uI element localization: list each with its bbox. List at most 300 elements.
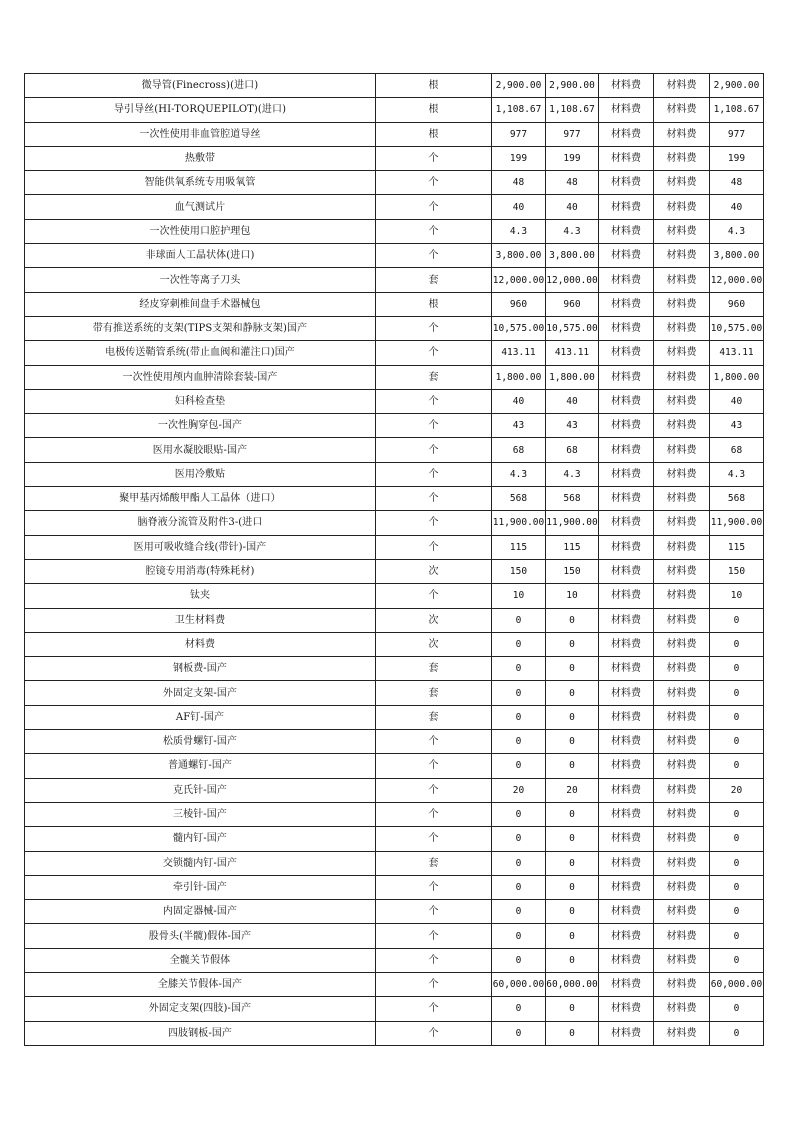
table-row bbox=[25, 997, 764, 1021]
final-price-cell: 11,900.00 bbox=[710, 511, 764, 535]
final-price-cell: 0 bbox=[710, 608, 764, 632]
category2-cell: 材料费 bbox=[654, 730, 710, 754]
category2-cell: 材料费 bbox=[654, 657, 710, 681]
price2-cell: 0 bbox=[546, 1021, 599, 1045]
item-name-cell: 全髋关节假体 bbox=[25, 948, 376, 972]
unit-cell: 套 bbox=[376, 681, 492, 705]
final-price-cell: 568 bbox=[710, 487, 764, 511]
item-name-cell: 电极传送鞘管系统(带止血阀和灌注口)国产 bbox=[25, 341, 376, 365]
table-row bbox=[25, 487, 764, 511]
unit-cell: 个 bbox=[376, 341, 492, 365]
unit-cell: 个 bbox=[376, 900, 492, 924]
price-cell: 115 bbox=[492, 535, 546, 559]
final-price-cell: 0 bbox=[710, 681, 764, 705]
category-cell: 材料费 bbox=[599, 414, 654, 438]
price2-cell: 1,108.67 bbox=[546, 98, 599, 122]
price2-cell: 199 bbox=[546, 146, 599, 170]
item-name-cell: 四肢钢板-国产 bbox=[25, 1021, 376, 1045]
table-row bbox=[25, 802, 764, 826]
final-price-cell: 1,800.00 bbox=[710, 365, 764, 389]
price2-cell: 43 bbox=[546, 414, 599, 438]
category-cell: 材料费 bbox=[599, 657, 654, 681]
final-price-cell: 977 bbox=[710, 122, 764, 146]
price-cell: 0 bbox=[492, 632, 546, 656]
unit-cell: 个 bbox=[376, 535, 492, 559]
price-cell: 12,000.00 bbox=[492, 268, 546, 292]
final-price-cell: 20 bbox=[710, 778, 764, 802]
category2-cell: 材料费 bbox=[654, 778, 710, 802]
category-cell: 材料费 bbox=[599, 98, 654, 122]
table-row bbox=[25, 365, 764, 389]
table-row bbox=[25, 754, 764, 778]
table-row bbox=[25, 511, 764, 535]
price2-cell: 60,000.00 bbox=[546, 972, 599, 996]
final-price-cell: 0 bbox=[710, 705, 764, 729]
item-name-cell: 卫生材料费 bbox=[25, 608, 376, 632]
table-row bbox=[25, 948, 764, 972]
price2-cell: 10 bbox=[546, 584, 599, 608]
category-cell: 材料费 bbox=[599, 389, 654, 413]
unit-cell: 个 bbox=[376, 802, 492, 826]
category2-cell: 材料费 bbox=[654, 462, 710, 486]
category-cell: 材料费 bbox=[599, 122, 654, 146]
price-cell: 0 bbox=[492, 997, 546, 1021]
price2-cell: 0 bbox=[546, 827, 599, 851]
category-cell: 材料费 bbox=[599, 462, 654, 486]
category-cell: 材料费 bbox=[599, 924, 654, 948]
final-price-cell: 68 bbox=[710, 438, 764, 462]
category-cell: 材料费 bbox=[599, 900, 654, 924]
category2-cell: 材料费 bbox=[654, 948, 710, 972]
price2-cell: 977 bbox=[546, 122, 599, 146]
unit-cell: 根 bbox=[376, 122, 492, 146]
price-cell: 0 bbox=[492, 851, 546, 875]
table-row bbox=[25, 900, 764, 924]
unit-cell: 个 bbox=[376, 389, 492, 413]
category-cell: 材料费 bbox=[599, 438, 654, 462]
final-price-cell: 4.3 bbox=[710, 462, 764, 486]
final-price-cell: 0 bbox=[710, 948, 764, 972]
table-row bbox=[25, 875, 764, 899]
category-cell: 材料费 bbox=[599, 244, 654, 268]
category-cell: 材料费 bbox=[599, 608, 654, 632]
price-cell: 568 bbox=[492, 487, 546, 511]
price2-cell: 4.3 bbox=[546, 462, 599, 486]
unit-cell: 个 bbox=[376, 511, 492, 535]
category2-cell: 材料费 bbox=[654, 365, 710, 389]
table-row bbox=[25, 146, 764, 170]
unit-cell: 个 bbox=[376, 462, 492, 486]
unit-cell: 个 bbox=[376, 948, 492, 972]
category2-cell: 材料费 bbox=[654, 438, 710, 462]
item-name-cell: 一次性使用颅内血肿清除套装-国产 bbox=[25, 365, 376, 389]
table-row bbox=[25, 632, 764, 656]
table-row bbox=[25, 316, 764, 340]
final-price-cell: 10 bbox=[710, 584, 764, 608]
table-row bbox=[25, 535, 764, 559]
unit-cell: 套 bbox=[376, 268, 492, 292]
price-cell: 10,575.00 bbox=[492, 316, 546, 340]
price2-cell: 413.11 bbox=[546, 341, 599, 365]
price-cell: 0 bbox=[492, 875, 546, 899]
category2-cell: 材料费 bbox=[654, 608, 710, 632]
category-cell: 材料费 bbox=[599, 730, 654, 754]
item-name-cell: 材料费 bbox=[25, 632, 376, 656]
item-name-cell: 一次性胸穿包-国产 bbox=[25, 414, 376, 438]
price2-cell: 0 bbox=[546, 730, 599, 754]
table-row bbox=[25, 122, 764, 146]
table-row bbox=[25, 414, 764, 438]
price-cell: 40 bbox=[492, 389, 546, 413]
price2-cell: 0 bbox=[546, 632, 599, 656]
category-cell: 材料费 bbox=[599, 74, 654, 98]
table-row bbox=[25, 438, 764, 462]
price-cell: 1,108.67 bbox=[492, 98, 546, 122]
category-cell: 材料费 bbox=[599, 681, 654, 705]
table-row bbox=[25, 559, 764, 583]
price-cell: 199 bbox=[492, 146, 546, 170]
category2-cell: 材料费 bbox=[654, 997, 710, 1021]
category-cell: 材料费 bbox=[599, 778, 654, 802]
category2-cell: 材料费 bbox=[654, 511, 710, 535]
unit-cell: 个 bbox=[376, 875, 492, 899]
final-price-cell: 199 bbox=[710, 146, 764, 170]
item-name-cell: 交锁髓内钉-国产 bbox=[25, 851, 376, 875]
unit-cell: 套 bbox=[376, 851, 492, 875]
unit-cell: 个 bbox=[376, 972, 492, 996]
category2-cell: 材料费 bbox=[654, 754, 710, 778]
table-row bbox=[25, 608, 764, 632]
table-row bbox=[25, 1021, 764, 1045]
material-fee-table bbox=[24, 73, 764, 1046]
item-name-cell: 股骨头(半髋)假体-国产 bbox=[25, 924, 376, 948]
table-row bbox=[25, 924, 764, 948]
item-name-cell: 外固定支架(四肢)-国产 bbox=[25, 997, 376, 1021]
unit-cell: 个 bbox=[376, 584, 492, 608]
table-row bbox=[25, 657, 764, 681]
price2-cell: 3,800.00 bbox=[546, 244, 599, 268]
item-name-cell: 髓内钉-国产 bbox=[25, 827, 376, 851]
category-cell: 材料费 bbox=[599, 827, 654, 851]
category2-cell: 材料费 bbox=[654, 924, 710, 948]
category-cell: 材料费 bbox=[599, 487, 654, 511]
table-row bbox=[25, 244, 764, 268]
table-row bbox=[25, 389, 764, 413]
table-row bbox=[25, 681, 764, 705]
category-cell: 材料费 bbox=[599, 632, 654, 656]
price-cell: 1,800.00 bbox=[492, 365, 546, 389]
final-price-cell: 60,000.00 bbox=[710, 972, 764, 996]
category2-cell: 材料费 bbox=[654, 219, 710, 243]
price-cell: 0 bbox=[492, 1021, 546, 1045]
final-price-cell: 3,800.00 bbox=[710, 244, 764, 268]
final-price-cell: 0 bbox=[710, 875, 764, 899]
table-row bbox=[25, 74, 764, 98]
category-cell: 材料费 bbox=[599, 341, 654, 365]
item-name-cell: 聚甲基丙烯酸甲酯人工晶体（进口） bbox=[25, 487, 376, 511]
price-cell: 43 bbox=[492, 414, 546, 438]
unit-cell: 个 bbox=[376, 778, 492, 802]
final-price-cell: 40 bbox=[710, 195, 764, 219]
price2-cell: 960 bbox=[546, 292, 599, 316]
price-cell: 0 bbox=[492, 754, 546, 778]
category2-cell: 材料费 bbox=[654, 827, 710, 851]
category-cell: 材料费 bbox=[599, 972, 654, 996]
category2-cell: 材料费 bbox=[654, 341, 710, 365]
price-cell: 40 bbox=[492, 195, 546, 219]
price2-cell: 115 bbox=[546, 535, 599, 559]
final-price-cell: 0 bbox=[710, 1021, 764, 1045]
price2-cell: 0 bbox=[546, 851, 599, 875]
category2-cell: 材料费 bbox=[654, 802, 710, 826]
category2-cell: 材料费 bbox=[654, 972, 710, 996]
price-cell: 3,800.00 bbox=[492, 244, 546, 268]
category2-cell: 材料费 bbox=[654, 632, 710, 656]
category2-cell: 材料费 bbox=[654, 292, 710, 316]
price2-cell: 0 bbox=[546, 705, 599, 729]
table-row bbox=[25, 292, 764, 316]
table-body bbox=[25, 74, 764, 1046]
category-cell: 材料费 bbox=[599, 754, 654, 778]
category-cell: 材料费 bbox=[599, 705, 654, 729]
price-cell: 977 bbox=[492, 122, 546, 146]
price2-cell: 2,900.00 bbox=[546, 74, 599, 98]
unit-cell: 个 bbox=[376, 924, 492, 948]
price2-cell: 20 bbox=[546, 778, 599, 802]
unit-cell: 个 bbox=[376, 997, 492, 1021]
price2-cell: 0 bbox=[546, 948, 599, 972]
category2-cell: 材料费 bbox=[654, 146, 710, 170]
final-price-cell: 0 bbox=[710, 997, 764, 1021]
category2-cell: 材料费 bbox=[654, 487, 710, 511]
category2-cell: 材料费 bbox=[654, 122, 710, 146]
price2-cell: 4.3 bbox=[546, 219, 599, 243]
category2-cell: 材料费 bbox=[654, 316, 710, 340]
table-row bbox=[25, 219, 764, 243]
item-name-cell: 内固定器械-国产 bbox=[25, 900, 376, 924]
unit-cell: 次 bbox=[376, 559, 492, 583]
unit-cell: 个 bbox=[376, 827, 492, 851]
price-cell: 4.3 bbox=[492, 219, 546, 243]
price2-cell: 150 bbox=[546, 559, 599, 583]
table-row bbox=[25, 268, 764, 292]
price2-cell: 40 bbox=[546, 195, 599, 219]
price-cell: 60,000.00 bbox=[492, 972, 546, 996]
price2-cell: 0 bbox=[546, 657, 599, 681]
table-row bbox=[25, 730, 764, 754]
item-name-cell: 非球面人工晶状体(进口) bbox=[25, 244, 376, 268]
final-price-cell: 0 bbox=[710, 802, 764, 826]
price-cell: 0 bbox=[492, 608, 546, 632]
price-cell: 0 bbox=[492, 900, 546, 924]
price-cell: 960 bbox=[492, 292, 546, 316]
price-cell: 2,900.00 bbox=[492, 74, 546, 98]
price2-cell: 0 bbox=[546, 608, 599, 632]
price-cell: 11,900.00 bbox=[492, 511, 546, 535]
unit-cell: 根 bbox=[376, 98, 492, 122]
category2-cell: 材料费 bbox=[654, 268, 710, 292]
price2-cell: 40 bbox=[546, 389, 599, 413]
unit-cell: 个 bbox=[376, 146, 492, 170]
unit-cell: 个 bbox=[376, 730, 492, 754]
unit-cell: 个 bbox=[376, 171, 492, 195]
item-name-cell: 微导管(Finecross)(进口) bbox=[25, 74, 376, 98]
unit-cell: 根 bbox=[376, 74, 492, 98]
final-price-cell: 115 bbox=[710, 535, 764, 559]
price2-cell: 0 bbox=[546, 997, 599, 1021]
price-cell: 0 bbox=[492, 948, 546, 972]
table-row bbox=[25, 341, 764, 365]
category-cell: 材料费 bbox=[599, 559, 654, 583]
table-row bbox=[25, 584, 764, 608]
price-cell: 20 bbox=[492, 778, 546, 802]
unit-cell: 个 bbox=[376, 244, 492, 268]
item-name-cell: 一次性使用非血管腔道导丝 bbox=[25, 122, 376, 146]
item-name-cell: 松质骨螺钉-国产 bbox=[25, 730, 376, 754]
final-price-cell: 0 bbox=[710, 632, 764, 656]
item-name-cell: 导引导丝(HI-TORQUEPILOT)(进口) bbox=[25, 98, 376, 122]
category2-cell: 材料费 bbox=[654, 74, 710, 98]
price-cell: 150 bbox=[492, 559, 546, 583]
unit-cell: 次 bbox=[376, 632, 492, 656]
final-price-cell: 150 bbox=[710, 559, 764, 583]
final-price-cell: 40 bbox=[710, 389, 764, 413]
category-cell: 材料费 bbox=[599, 1021, 654, 1045]
category2-cell: 材料费 bbox=[654, 1021, 710, 1045]
category2-cell: 材料费 bbox=[654, 535, 710, 559]
price-cell: 48 bbox=[492, 171, 546, 195]
item-name-cell: 一次性等离子刀头 bbox=[25, 268, 376, 292]
unit-cell: 个 bbox=[376, 1021, 492, 1045]
table-row bbox=[25, 778, 764, 802]
price2-cell: 0 bbox=[546, 875, 599, 899]
final-price-cell: 1,108.67 bbox=[710, 98, 764, 122]
final-price-cell: 12,000.00 bbox=[710, 268, 764, 292]
price-cell: 0 bbox=[492, 802, 546, 826]
price2-cell: 0 bbox=[546, 681, 599, 705]
item-name-cell: 智能供氧系统专用吸氧管 bbox=[25, 171, 376, 195]
item-name-cell: 医用冷敷贴 bbox=[25, 462, 376, 486]
unit-cell: 根 bbox=[376, 292, 492, 316]
unit-cell: 次 bbox=[376, 608, 492, 632]
price2-cell: 48 bbox=[546, 171, 599, 195]
category-cell: 材料费 bbox=[599, 997, 654, 1021]
final-price-cell: 413.11 bbox=[710, 341, 764, 365]
price2-cell: 0 bbox=[546, 754, 599, 778]
unit-cell: 个 bbox=[376, 754, 492, 778]
category2-cell: 材料费 bbox=[654, 171, 710, 195]
category2-cell: 材料费 bbox=[654, 584, 710, 608]
item-name-cell: AF钉-国产 bbox=[25, 705, 376, 729]
price2-cell: 10,575.00 bbox=[546, 316, 599, 340]
price2-cell: 1,800.00 bbox=[546, 365, 599, 389]
category2-cell: 材料费 bbox=[654, 414, 710, 438]
final-price-cell: 4.3 bbox=[710, 219, 764, 243]
final-price-cell: 0 bbox=[710, 851, 764, 875]
item-name-cell: 全膝关节假体-国产 bbox=[25, 972, 376, 996]
unit-cell: 个 bbox=[376, 487, 492, 511]
price2-cell: 12,000.00 bbox=[546, 268, 599, 292]
item-name-cell: 腔镜专用消毒(特殊耗材) bbox=[25, 559, 376, 583]
final-price-cell: 960 bbox=[710, 292, 764, 316]
price2-cell: 0 bbox=[546, 802, 599, 826]
category2-cell: 材料费 bbox=[654, 559, 710, 583]
item-name-cell: 一次性使用口腔护理包 bbox=[25, 219, 376, 243]
price-cell: 0 bbox=[492, 730, 546, 754]
final-price-cell: 0 bbox=[710, 754, 764, 778]
price-table-page bbox=[24, 73, 763, 1046]
final-price-cell: 43 bbox=[710, 414, 764, 438]
table-row bbox=[25, 972, 764, 996]
price-cell: 0 bbox=[492, 657, 546, 681]
price2-cell: 568 bbox=[546, 487, 599, 511]
item-name-cell: 钛夹 bbox=[25, 584, 376, 608]
category-cell: 材料费 bbox=[599, 535, 654, 559]
final-price-cell: 48 bbox=[710, 171, 764, 195]
final-price-cell: 0 bbox=[710, 900, 764, 924]
price-cell: 4.3 bbox=[492, 462, 546, 486]
price-cell: 0 bbox=[492, 705, 546, 729]
item-name-cell: 外固定支架-国产 bbox=[25, 681, 376, 705]
table-row bbox=[25, 462, 764, 486]
final-price-cell: 0 bbox=[710, 730, 764, 754]
unit-cell: 套 bbox=[376, 705, 492, 729]
final-price-cell: 10,575.00 bbox=[710, 316, 764, 340]
category-cell: 材料费 bbox=[599, 219, 654, 243]
table-row bbox=[25, 827, 764, 851]
item-name-cell: 热敷带 bbox=[25, 146, 376, 170]
table-row bbox=[25, 171, 764, 195]
item-name-cell: 带有推送系统的支架(TIPS支架和静脉支架)国产 bbox=[25, 316, 376, 340]
unit-cell: 个 bbox=[376, 316, 492, 340]
category2-cell: 材料费 bbox=[654, 389, 710, 413]
final-price-cell: 0 bbox=[710, 657, 764, 681]
category-cell: 材料费 bbox=[599, 146, 654, 170]
category-cell: 材料费 bbox=[599, 316, 654, 340]
table-row bbox=[25, 98, 764, 122]
item-name-cell: 三棱针-国产 bbox=[25, 802, 376, 826]
price-cell: 68 bbox=[492, 438, 546, 462]
unit-cell: 个 bbox=[376, 195, 492, 219]
item-name-cell: 钢板费-国产 bbox=[25, 657, 376, 681]
category-cell: 材料费 bbox=[599, 292, 654, 316]
category-cell: 材料费 bbox=[599, 365, 654, 389]
item-name-cell: 经皮穿刺椎间盘手术器械包 bbox=[25, 292, 376, 316]
item-name-cell: 妇科检查垫 bbox=[25, 389, 376, 413]
table-row bbox=[25, 851, 764, 875]
price2-cell: 68 bbox=[546, 438, 599, 462]
table-row bbox=[25, 705, 764, 729]
category2-cell: 材料费 bbox=[654, 98, 710, 122]
category-cell: 材料费 bbox=[599, 195, 654, 219]
final-price-cell: 0 bbox=[710, 924, 764, 948]
item-name-cell: 普通螺钉-国产 bbox=[25, 754, 376, 778]
price-cell: 10 bbox=[492, 584, 546, 608]
table-row bbox=[25, 195, 764, 219]
item-name-cell: 牵引针-国产 bbox=[25, 875, 376, 899]
category-cell: 材料费 bbox=[599, 802, 654, 826]
category-cell: 材料费 bbox=[599, 875, 654, 899]
unit-cell: 套 bbox=[376, 657, 492, 681]
price2-cell: 11,900.00 bbox=[546, 511, 599, 535]
price2-cell: 0 bbox=[546, 900, 599, 924]
category-cell: 材料费 bbox=[599, 948, 654, 972]
unit-cell: 个 bbox=[376, 219, 492, 243]
unit-cell: 套 bbox=[376, 365, 492, 389]
final-price-cell: 0 bbox=[710, 827, 764, 851]
price-cell: 0 bbox=[492, 924, 546, 948]
price-cell: 0 bbox=[492, 681, 546, 705]
